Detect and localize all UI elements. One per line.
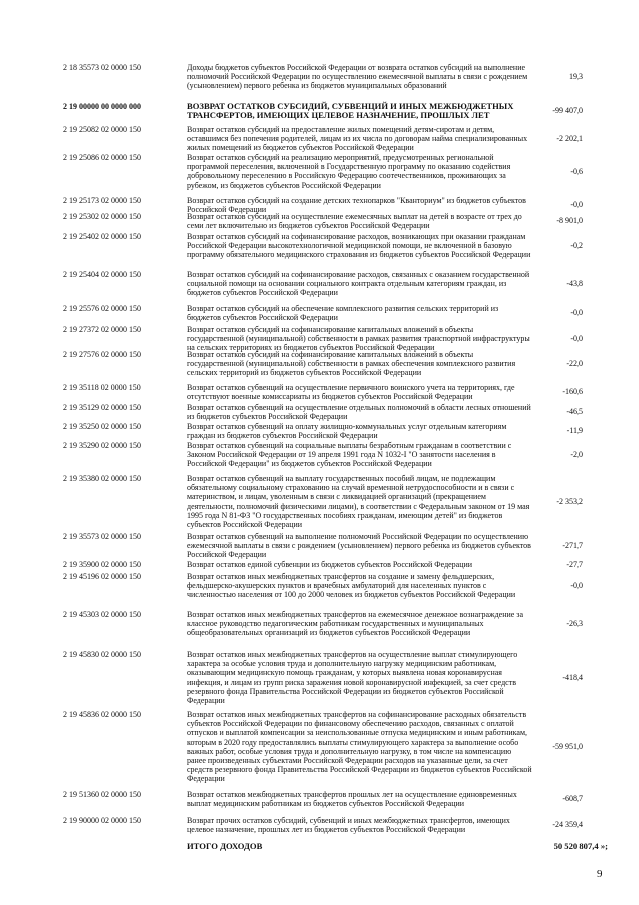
income-amount: -27,7 — [566, 560, 583, 569]
income-code: 2 19 25082 02 0000 150 — [63, 125, 141, 134]
income-code: 2 19 45303 02 0000 150 — [63, 610, 141, 619]
income-amount: -271,7 — [562, 541, 583, 550]
income-description: Возврат остатков субвенций на осуществление первичного воинского учета на территориях, где отсутствуют военные комиссариаты из бюджетов субъектов Российской Федерации — [187, 383, 515, 402]
income-description: Возврат остатков субсидий на обеспечение комплексного развития сельских территорий из бюджетов субъектов Российской Федерации — [187, 304, 499, 323]
income-code: 2 19 35290 02 0000 150 — [63, 441, 141, 450]
total-value: 50 520 807,4 »; — [553, 841, 608, 851]
income-description: Возврат остатков межбюджетных трансфертов прошлых лет на осуществление единовременных выплат медицинским работникам из бюджетов субъектов Российской Федерации — [187, 790, 517, 809]
income-amount: -0,0 — [570, 581, 583, 590]
income-amount: -8 901,0 — [556, 216, 583, 225]
income-code: 2 19 25173 02 0000 150 — [63, 196, 141, 205]
income-amount: 19,3 — [569, 72, 583, 81]
income-code: 2 19 45196 02 0000 150 — [63, 572, 141, 581]
income-code: 2 19 25302 02 0000 150 — [63, 212, 141, 221]
income-code: 2 19 51360 02 0000 150 — [63, 790, 141, 799]
income-code: 2 19 45836 02 0000 150 — [63, 710, 141, 719]
income-description: Возврат остатков субсидий на софинансирование расходов, возникающих при оказании гражданам Российской Федерации высокотехнологичной медицинской помощи, не включенной в базовую программу обязательного медицинского страхования из бюджетов субъектов Российской Федерации — [187, 232, 531, 260]
income-description: Возврат остатков субвенций на осуществление отдельных полномочий в области лесных отношений из бюджетов субъектов Российской Федерации — [187, 403, 531, 422]
income-code: 2 19 45830 02 0000 150 — [63, 650, 141, 659]
income-code: 2 19 35118 02 0000 150 — [63, 383, 141, 392]
income-description: Возврат остатков иных межбюджетных трансфертов на создание и замену фельдшерских, фельдшерско-акушерских пунктов и врачебных амбулаторий для населенных пунктов с численностью населения от 100 до 2000 человек из бюджетов субъектов Российской Федерации — [187, 572, 516, 600]
income-description: Возврат остатков субвенций на оплату жилищно-коммунальных услуг отдельным категориям граждан из бюджетов субъектов Российской Федерации — [187, 422, 507, 441]
income-description: Доходы бюджетов субъектов Российской Федерации от возврата остатков субсидий на выполнение полномочий Российской Федерации по осуществлению ежемесячной выплаты в связи с рождением (усыновлением) первого ребенка из бюджетов муниципальных образований — [187, 63, 528, 91]
income-code: 2 19 25402 02 0000 150 — [63, 232, 141, 241]
income-description: ВОЗВРАТ ОСТАТКОВ СУБСИДИЙ, СУБВЕНЦИЙ И ИНЫХ МЕЖБЮДЖЕТНЫХ ТРАНСФЕРТОВ, ИМЕЮЩИХ ЦЕЛЕВОЕ НАЗНАЧЕНИЕ, ПРОШЛЫХ ЛЕТ — [187, 101, 514, 121]
income-amount: -24 359,4 — [552, 820, 583, 829]
income-code: 2 19 27576 02 0000 150 — [63, 350, 141, 359]
income-description: Возврат остатков иных межбюджетных трансфертов на софинансирование расходных обязательств субъектов Российской Федерации по финансовому обеспечению расходов, связанных с оплатой отпусков и выплатой компенсации за неиспользованные отпуска медицинским и иным работникам, которым в 2020 году предоставлялись выплаты стимулирующего характера за выполнение особо важных работ, особые условия труда и дополнительную нагрузку, в том числе на компенсацию ранее произведенных субъектами Российской Федерации расходов на указанные цели, за счет средств резервного фонда Правительства Российской Федерации из бюджетов субъектов Российской Федерации — [187, 710, 532, 784]
income-code: 2 19 35250 02 0000 150 — [63, 422, 141, 431]
page-number: 9 — [597, 868, 603, 880]
income-amount: -11,9 — [566, 426, 583, 435]
income-amount: -46,5 — [566, 407, 583, 416]
income-amount: -2 202,1 — [556, 134, 583, 143]
income-description: Возврат остатков субсидий на софинансирование капитальных вложений в объекты государственной (муниципальной) собственности в рамках обеспечения комплексного развития сельских территорий из бюджетов субъектов Российской Федерации — [187, 350, 516, 378]
income-amount: -608,7 — [562, 794, 583, 803]
income-description: Возврат остатков субвенций на выплату государственных пособий лицам, не подлежащим обязательному социальному страхованию на случай временной нетрудоспособности и в связи с материнством, и лицам, уволенным в связи с ликвидацией организаций (прекращением деятельности, полномочий физическими лицами), в соответствии с Федеральным законом от 19 мая 1995 года N 81-ФЗ "О государственных пособиях гражданам, имеющим детей" из бюджетов субъектов Российской Федерации — [187, 474, 530, 530]
income-code: 2 19 25086 02 0000 150 — [63, 153, 141, 162]
income-description: Возврат остатков субсидий на создание детских технопарков "Кванториум" из бюджетов субъектов Российской Федерации — [187, 196, 526, 215]
income-description: Возврат остатков единой субвенции из бюджетов субъектов Российской Федерации — [187, 560, 473, 569]
income-description: Возврат остатков субсидий на предоставление жилых помещений детям-сиротам и детям, оставшимся без попечения родителей, лицам из их числа по договорам найма специализированных жилых помещений из бюджетов субъектов Российской Федерации — [187, 125, 528, 153]
income-amount: -160,6 — [562, 387, 583, 396]
income-code: 2 19 27372 02 0000 150 — [63, 325, 141, 334]
income-code: 2 18 35573 02 0000 150 — [63, 63, 141, 72]
income-code: 2 19 90000 02 0000 150 — [63, 816, 141, 825]
income-description: Возврат остатков субвенций на выполнение полномочий Российской Федерации по осуществлению ежемесячной выплаты в связи с рождением (усыновлением) первого ребенка из бюджетов субъектов Российской Федерации — [187, 532, 531, 560]
income-code: 2 19 00000 00 0000 000 — [63, 102, 141, 111]
total-label: ИТОГО ДОХОДОВ — [187, 841, 263, 851]
income-amount: -0,0 — [570, 334, 583, 343]
income-amount: -0,6 — [570, 167, 583, 176]
income-amount: -0,0 — [570, 308, 583, 317]
income-amount: -26,3 — [566, 619, 583, 628]
income-description: Возврат остатков субсидий на осуществление ежемесячных выплат на детей в возрасте от трех до семи лет включительно из бюджетов субъектов Российской Федерации — [187, 212, 522, 231]
income-code: 2 19 25576 02 0000 150 — [63, 304, 141, 313]
income-code: 2 19 25404 02 0000 150 — [63, 270, 141, 279]
income-code: 2 19 35380 02 0000 150 — [63, 474, 141, 483]
income-code: 2 19 35129 02 0000 150 — [63, 403, 141, 412]
income-description: Возврат остатков субсидий на реализацию мероприятий, предусмотренных региональной программой переселения, включенной в Государственную программу по оказанию содействия добровольному переселению в Российскую Федерацию соотечественников, проживающих за рубежом, из бюджетов субъектов Российской Федерации — [187, 153, 511, 190]
income-description: Возврат остатков субвенций на социальные выплаты безработным гражданам в соответствии с Законом Российской Федерации от 19 апреля 1991 года N 1032-I "О занятости населения в Российской Федерации" из бюджетов субъектов Российской Федерации — [187, 441, 512, 469]
income-amount: -59 951,0 — [552, 742, 583, 751]
income-description: Возврат остатков иных межбюджетных трансфертов на осуществление выплат стимулирующего характера за особые условия труда и дополнительную нагрузку медицинским работникам, оказывающим медицинскую помощь гражданам, у которых выявлена новая коронавирусная инфекция, и лицам из групп риска заражения новой коронавирусной инфекцией, за счет средств резервного фонда Правительства Российской Федерации из бюджетов субъектов Российской Федерации — [187, 650, 518, 706]
income-amount: -43,8 — [566, 279, 583, 288]
income-amount: -2,0 — [570, 450, 583, 459]
income-description: Возврат остатков иных межбюджетных трансфертов на ежемесячное денежное вознаграждение за классное руководство педагогическим работникам государственных и муниципальных общеобразовательных организаций из бюджетов субъектов Российской Федерации — [187, 610, 524, 638]
income-amount: -22,0 — [566, 359, 583, 368]
income-code: 2 19 35900 02 0000 150 — [63, 560, 141, 569]
income-code: 2 19 35573 02 0000 150 — [63, 532, 141, 541]
income-amount: -2 353,2 — [556, 497, 583, 506]
income-amount: -99 407,0 — [552, 106, 583, 115]
income-amount: -0,2 — [570, 241, 583, 250]
income-amount: -0,0 — [570, 200, 583, 209]
income-description: Возврат остатков субсидий на софинансирование капитальных вложений в объекты государственной (муниципальной) собственности в рамках развития транспортной инфраструктуры на сельских территориях из бюджетов субъектов Российской Федерации — [187, 325, 530, 353]
income-amount: -418,4 — [562, 673, 583, 682]
income-description: Возврат прочих остатков субсидий, субвенций и иных межбюджетных трансфертов, имеющих целевое назначение, прошлых лет из бюджетов субъектов Российской Федерации — [187, 816, 510, 835]
income-description: Возврат остатков субсидий на софинансирование расходов, связанных с оказанием государственной социальной помощи на основании социального контракта отдельным категориям граждан, из бюджетов субъектов Российской Федерации — [187, 270, 530, 298]
